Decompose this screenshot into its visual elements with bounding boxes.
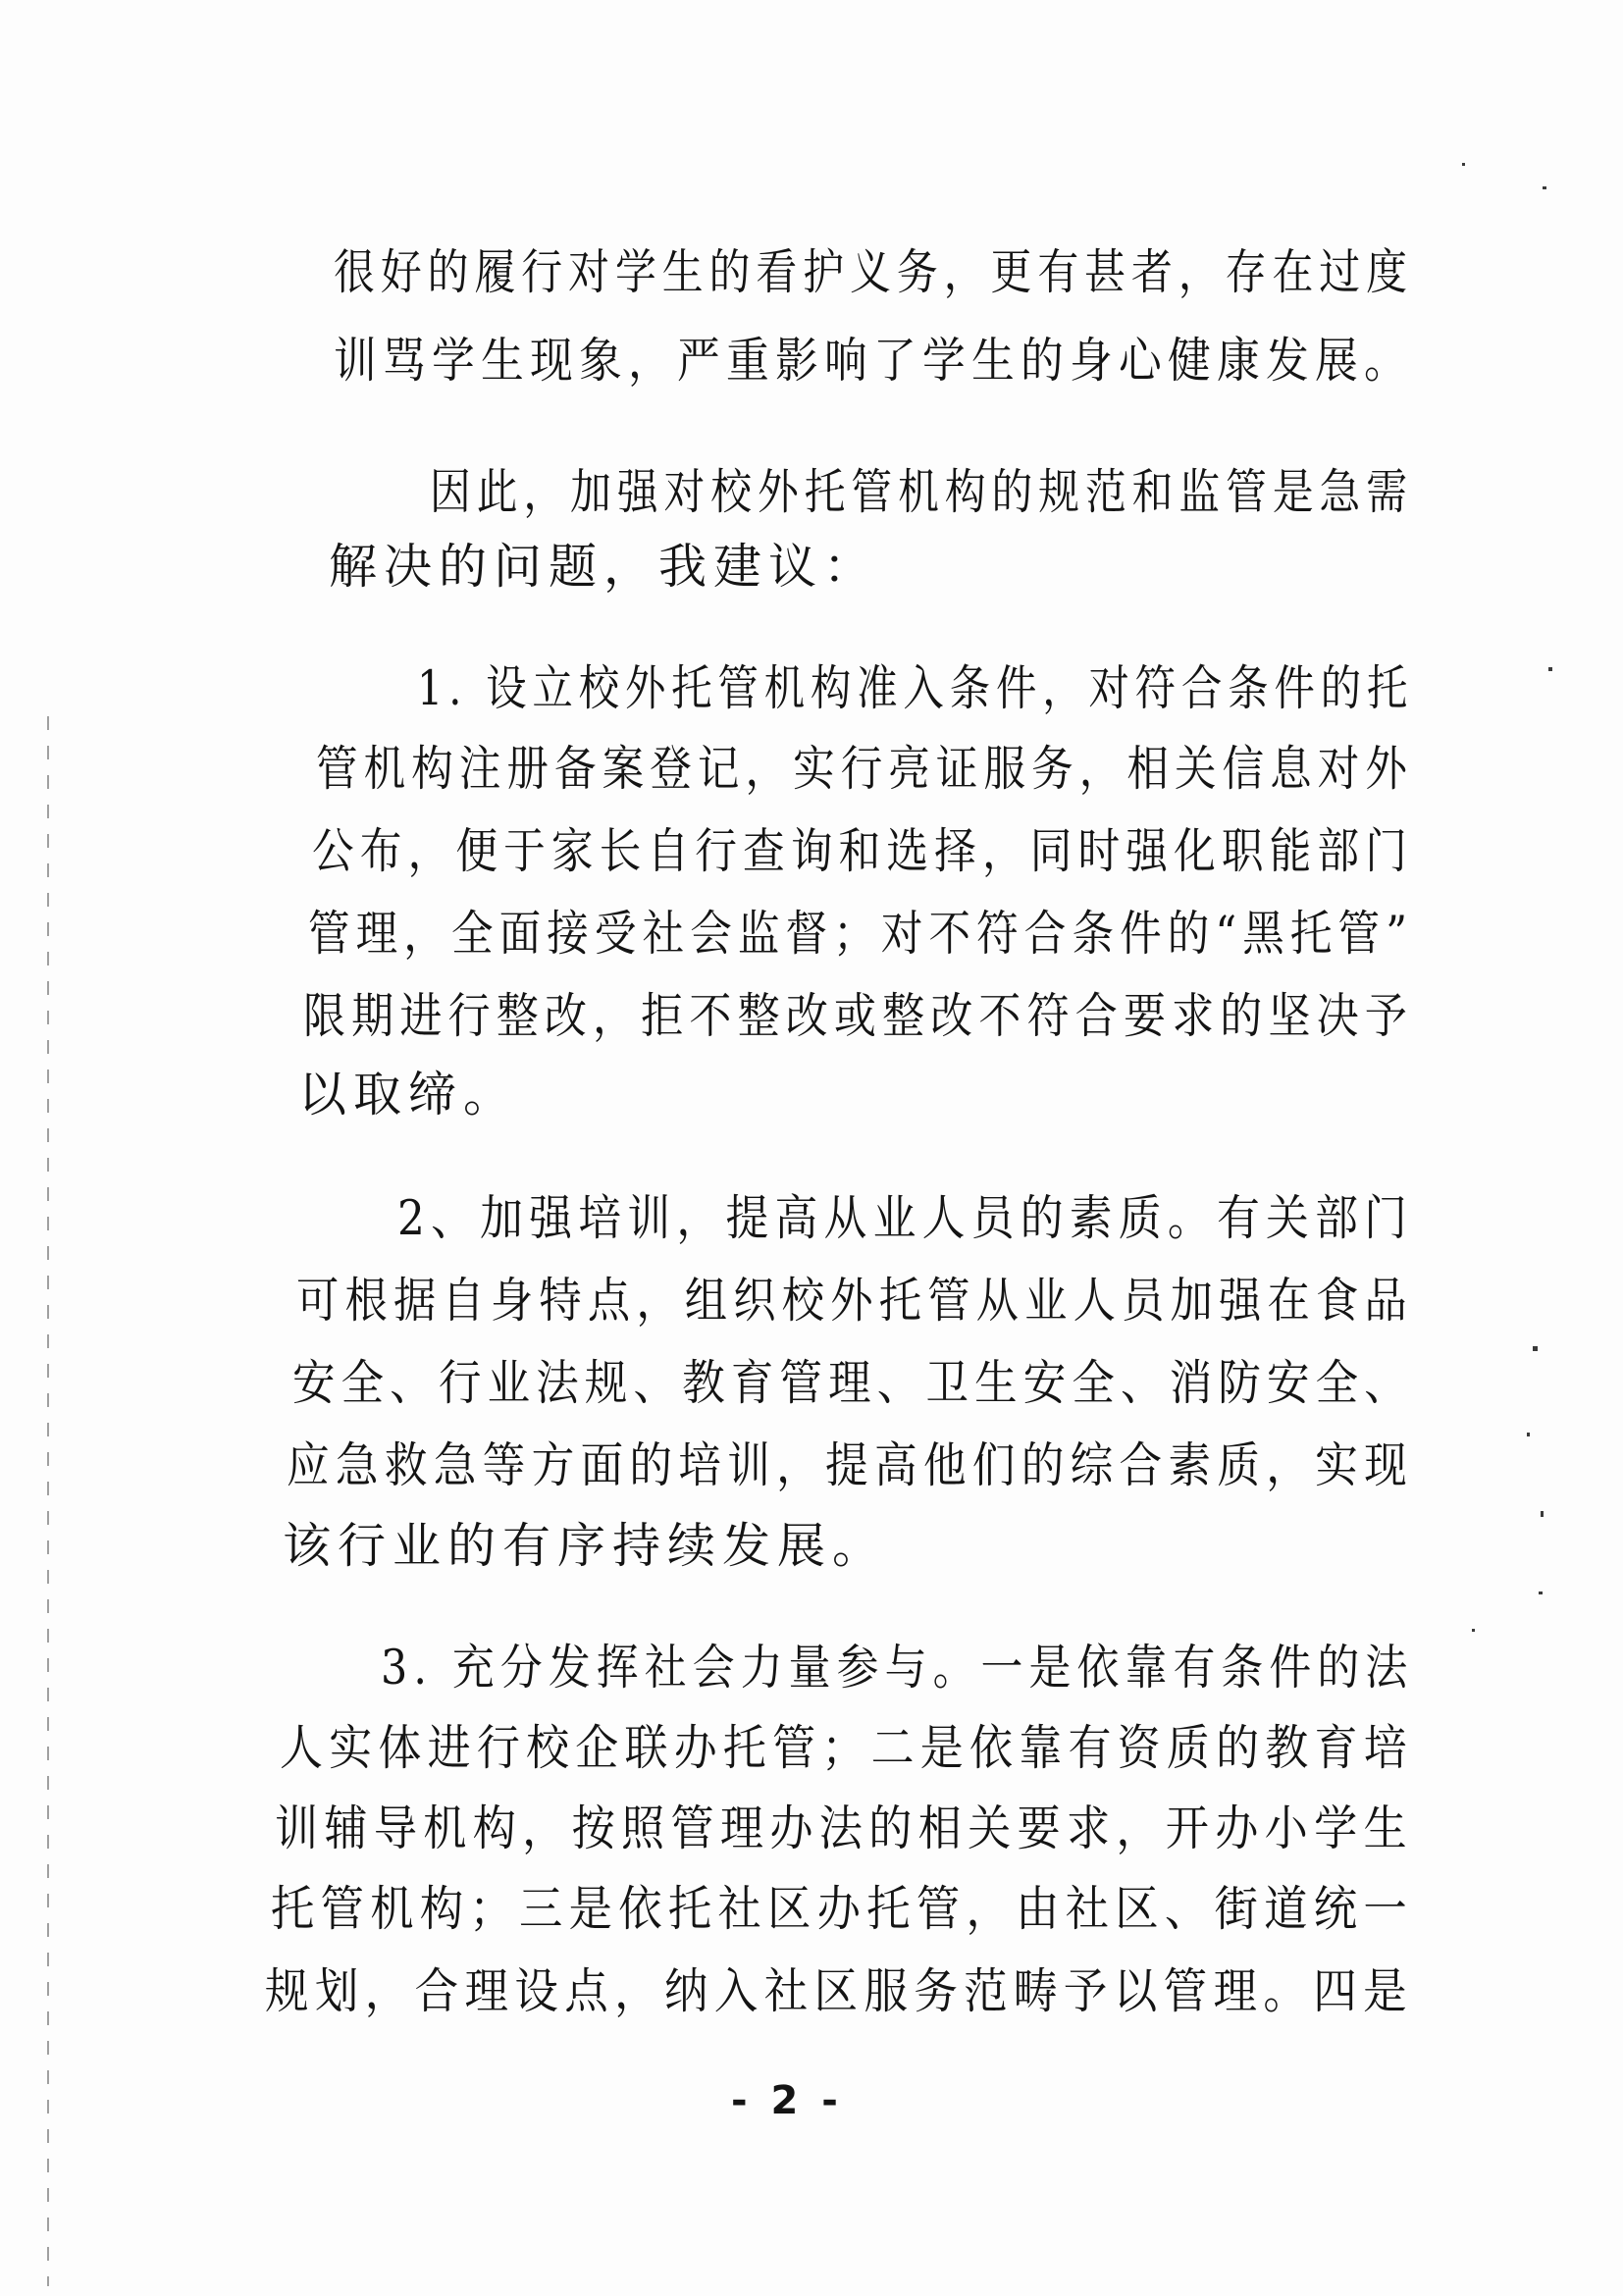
text-line: 1. 设立校外托管机构准入条件，对符合条件的托 xyxy=(417,660,1414,716)
scan-speck xyxy=(1533,1346,1538,1351)
text-line: 安全、行业法规、教育管理、卫生安全、消防安全、 xyxy=(292,1355,1413,1411)
text-line: 因此，加强对校外托管机构的规范和监管是急需 xyxy=(430,464,1413,520)
scan-speck xyxy=(1472,1629,1475,1632)
scan-speck xyxy=(1539,1592,1543,1594)
text-line: 管理，全面接受社会监督；对不符合条件的“黑托管” xyxy=(308,906,1414,962)
text-line: 2、加强培训，提高从业人员的素质。有关部门 xyxy=(397,1190,1414,1246)
text-line: 训骂学生现象，严重影响了学生的身心健康发展。 xyxy=(334,333,1414,389)
text-line: 规划，合理设点，纳入社区服务范畴予以管理。四是 xyxy=(265,1963,1414,2019)
text-line: 3. 充分发挥社会力量参与。一是依靠有条件的法 xyxy=(381,1640,1414,1696)
scan-speck xyxy=(1527,1433,1530,1436)
text-line: 该行业的有序持续发展。 xyxy=(283,1518,888,1574)
scan-speck xyxy=(1548,667,1552,671)
text-line: 可根据自身特点，组织校外托管从业人员加强在食品 xyxy=(296,1273,1413,1329)
page-number: - 2 - xyxy=(731,2078,843,2123)
text-line: 管机构注册备案登记，实行亮证服务，相关信息对外 xyxy=(316,741,1413,797)
text-line: 应急救急等方面的培训，提高他们的综合素质，实现 xyxy=(287,1437,1414,1493)
binding-margin-marks xyxy=(47,716,49,2286)
scan-speck xyxy=(1543,186,1546,189)
scan-speck xyxy=(1462,163,1465,166)
text-line: 公布，便于家长自行查询和选择，同时强化职能部门 xyxy=(312,823,1413,879)
text-line: 限期进行整改，拒不整改或整改不符合要求的坚决予 xyxy=(303,988,1414,1044)
text-line: 人实体进行校企联办托管；二是依靠有资质的教育培 xyxy=(280,1720,1413,1776)
text-line: 很好的履行对学生的看护义务，更有甚者，存在过度 xyxy=(334,244,1413,300)
text-line: 托管机构；三是依托社区办托管，由社区、街道统一 xyxy=(271,1881,1413,1937)
text-line: 解决的问题，我建议： xyxy=(329,539,879,595)
text-line: 训辅导机构，按照管理办法的相关要求，开办小学生 xyxy=(275,1800,1413,1856)
scan-speck xyxy=(1541,1511,1544,1517)
text-line: 以取缔。 xyxy=(298,1067,519,1122)
